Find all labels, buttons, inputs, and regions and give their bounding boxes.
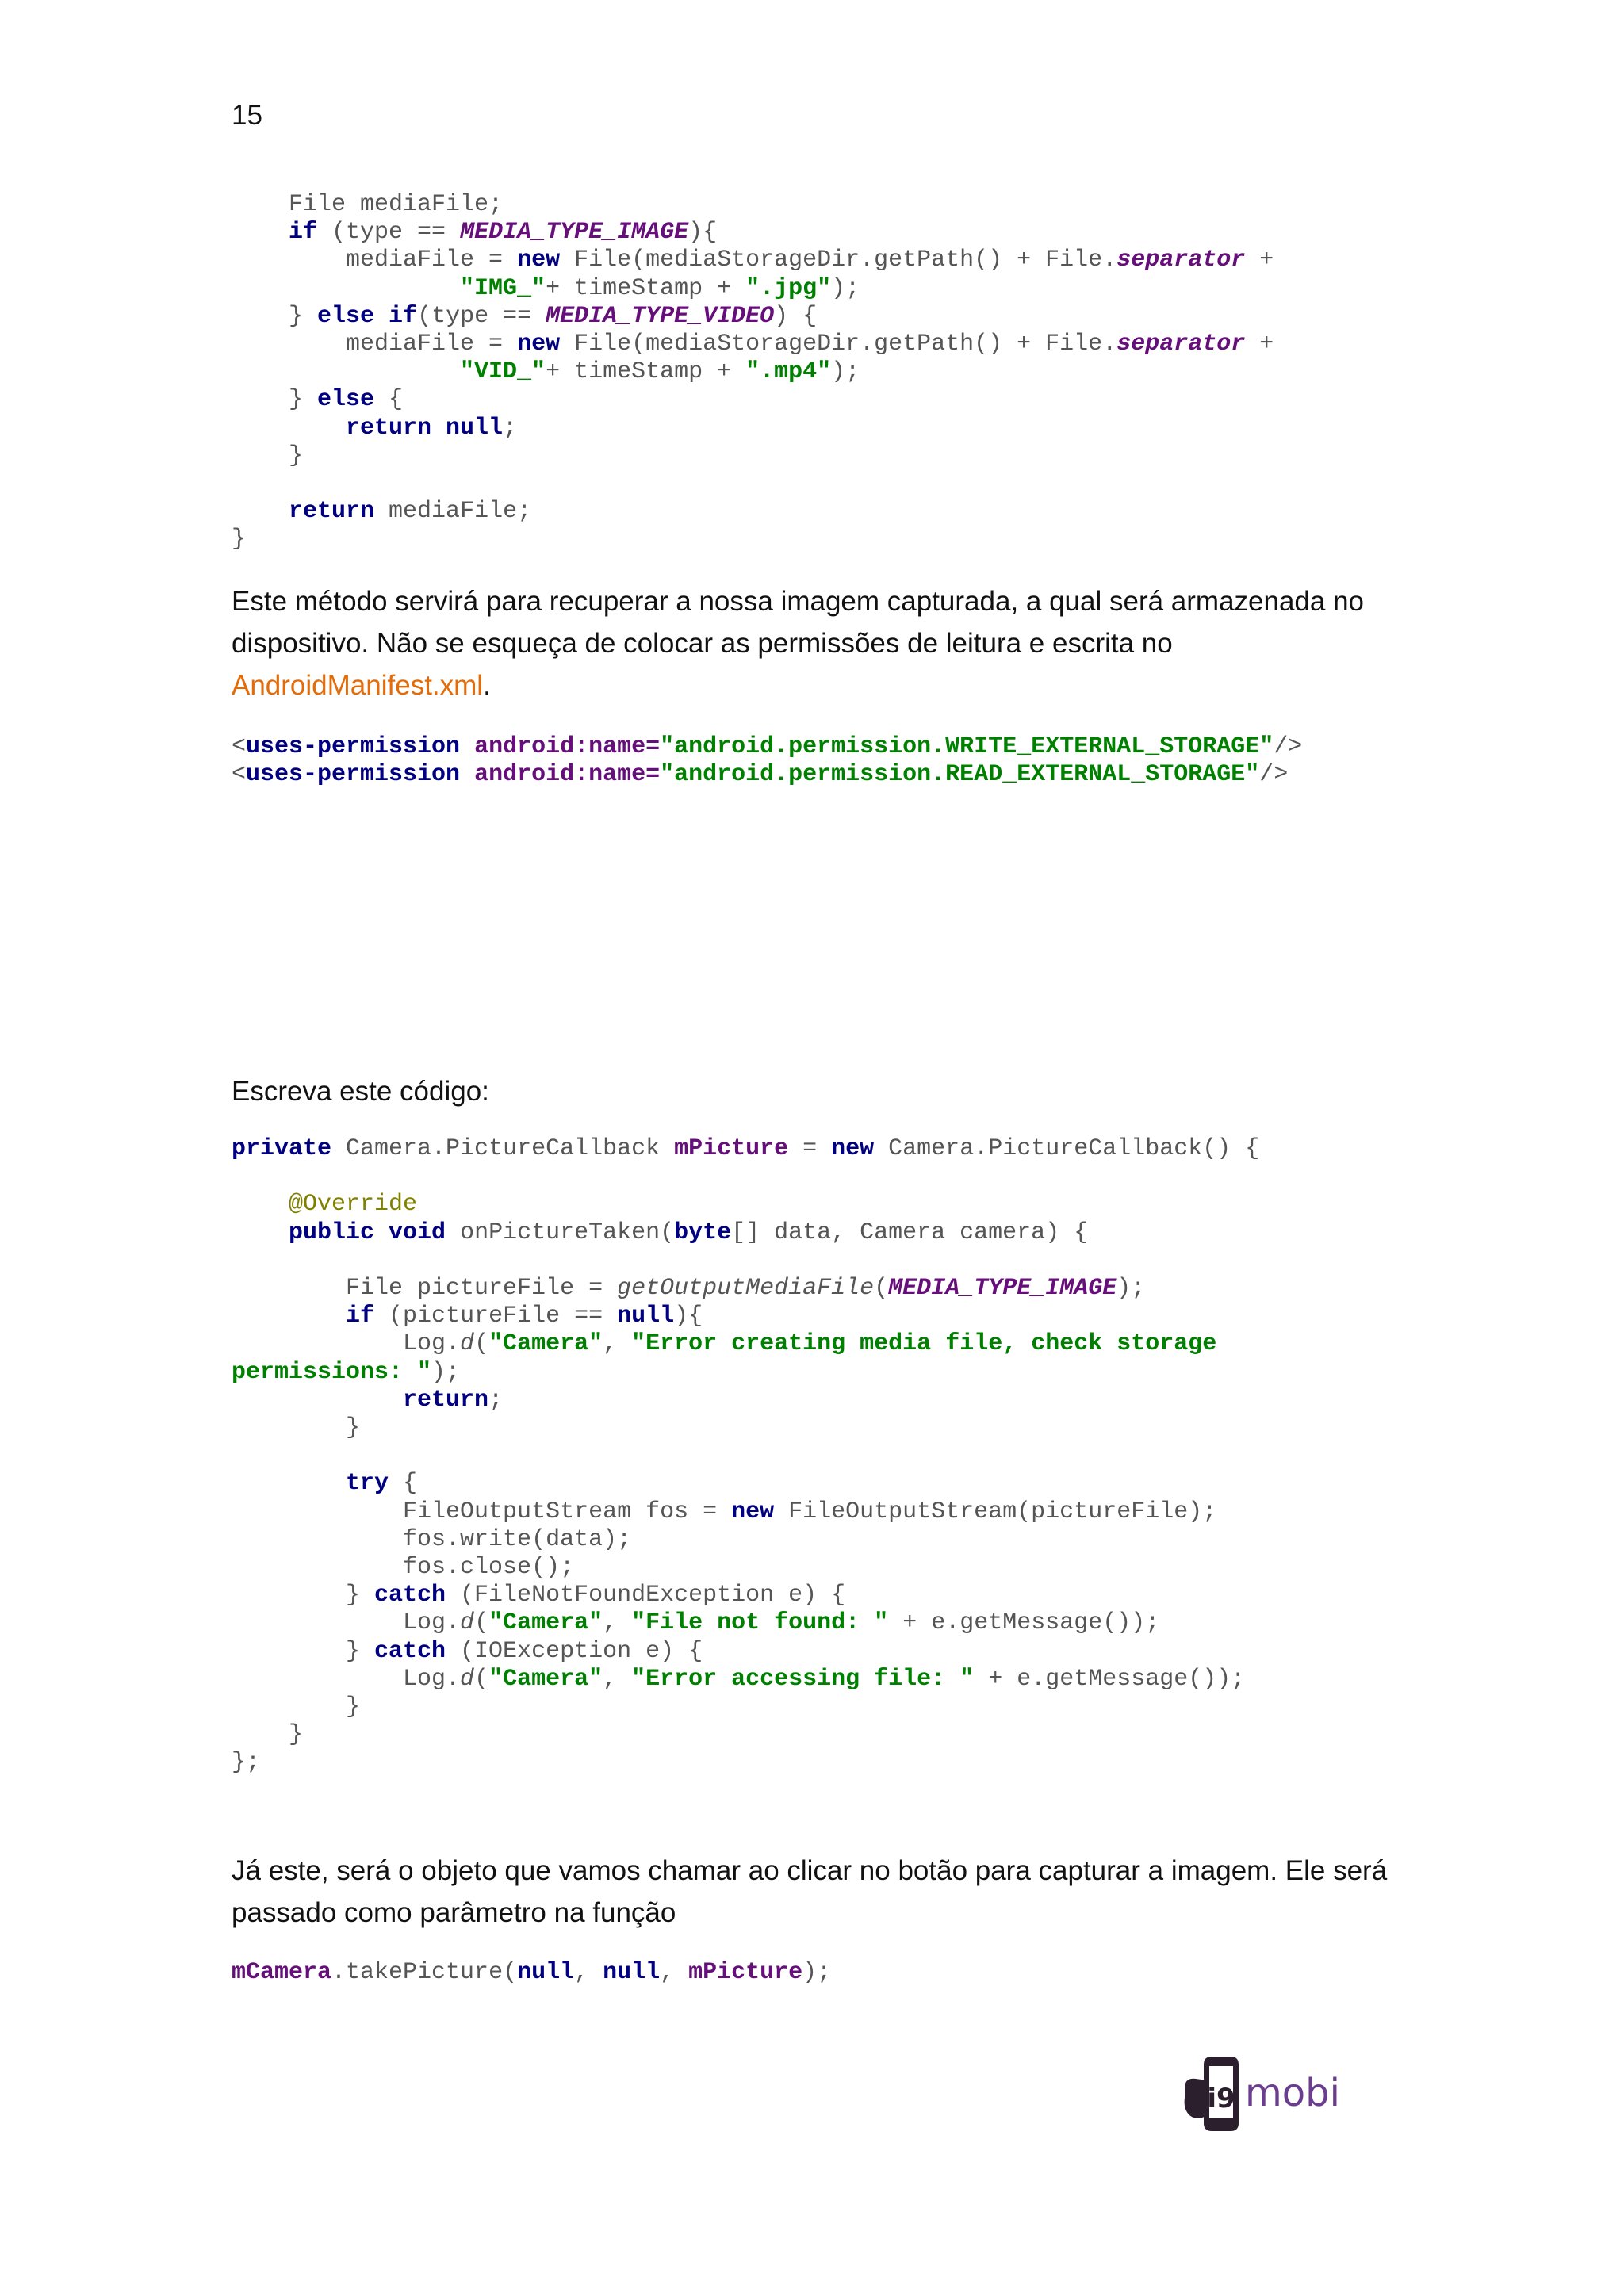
code-token: + <box>1245 247 1274 274</box>
code-block-permissions <box>232 733 1302 789</box>
code-line <box>232 1303 703 1330</box>
code-line <box>232 415 517 442</box>
code-token: public void <box>289 1219 446 1246</box>
code-token <box>232 498 289 525</box>
code-token: "Error accessing file: " <box>631 1665 975 1693</box>
code-line <box>232 1609 1159 1636</box>
code-token: ( <box>474 1330 489 1358</box>
code-token: Log. <box>232 1609 461 1637</box>
code-token: null <box>603 1959 661 1986</box>
code-token: , <box>603 1609 632 1637</box>
code-token: "Error creating media file, check storage <box>631 1330 1217 1358</box>
code-line <box>232 1721 303 1748</box>
code-token: fos.write(data); <box>232 1525 632 1553</box>
code-token: else if <box>317 302 418 330</box>
code-token <box>232 1470 346 1497</box>
code-line <box>232 275 860 302</box>
code-token: uses-permission <box>246 761 461 789</box>
code-token: catch <box>374 1582 446 1609</box>
code-line <box>232 526 246 553</box>
code-token: fos.close(); <box>232 1554 575 1582</box>
code-token: if <box>346 1303 375 1330</box>
code-token: ( <box>474 1609 489 1637</box>
paragraph-write-code: Escreva este código: <box>232 1076 489 1107</box>
paragraph-text: Este método servirá para recuperar a nossa imagem capturada, a qual será armazenada no dispositivo. Não se esqueça de colocar as permissões de leitura e escrita no <box>232 586 1365 659</box>
code-token: onPictureTaken( <box>446 1219 675 1246</box>
code-token: Log. <box>232 1665 461 1693</box>
code-token: Log. <box>232 1330 461 1358</box>
code-token: separator <box>1116 247 1246 274</box>
android-manifest-link[interactable]: AndroidManifest.xml <box>232 670 484 701</box>
code-token: } <box>232 1721 304 1749</box>
code-line <box>232 247 1274 274</box>
code-line <box>232 1470 417 1497</box>
code-token: ){ <box>688 219 718 247</box>
code-token: ) { <box>774 302 818 330</box>
code-token: ( <box>874 1275 889 1303</box>
code-token: "VID_" <box>460 358 546 386</box>
code-line <box>232 733 1302 760</box>
code-token: android:name= <box>474 761 661 789</box>
code-token: (FileNotFoundException e) { <box>446 1582 846 1609</box>
code-token: "Camera" <box>488 1330 603 1358</box>
code-line <box>232 1387 503 1414</box>
code-token: + timeStamp + <box>546 358 746 386</box>
code-line <box>232 1498 1216 1525</box>
code-line <box>232 761 1288 788</box>
code-block-take-picture <box>232 1959 831 1987</box>
code-token: MEDIA_TYPE_IMAGE <box>888 1275 1117 1303</box>
svg-text:i9: i9 <box>1207 2083 1235 2114</box>
code-token: "Camera" <box>488 1609 603 1637</box>
code-token: byte <box>674 1219 732 1246</box>
code-line <box>232 1219 1088 1246</box>
code-token: /> <box>1259 761 1289 789</box>
code-block-picture-callback <box>232 1135 1259 1777</box>
code-token: return null <box>346 414 504 442</box>
code-token <box>232 1191 289 1218</box>
code-token: (type == <box>317 219 461 247</box>
code-token: ; <box>488 1386 504 1414</box>
phone-hand-icon <box>1185 2057 1239 2131</box>
code-line <box>232 1582 845 1609</box>
code-token: ); <box>831 274 860 302</box>
code-token: FileOutputStream(pictureFile); <box>774 1498 1217 1525</box>
code-line <box>232 498 531 525</box>
code-token: Camera.PictureCallback <box>331 1135 675 1162</box>
code-token <box>232 1387 403 1414</box>
code-token: null <box>617 1303 675 1330</box>
code-token: "Camera" <box>488 1665 603 1693</box>
code-token: return <box>289 498 375 526</box>
code-token: ); <box>802 1959 832 1986</box>
code-token: { <box>374 386 404 414</box>
code-token: mediaFile = <box>232 247 518 274</box>
code-token: mPicture <box>688 1959 803 1986</box>
code-line <box>232 1638 703 1665</box>
code-token <box>460 761 474 788</box>
code-line <box>232 303 817 330</box>
code-token: Camera.PictureCallback() { <box>874 1135 1260 1162</box>
code-token: ){ <box>674 1303 703 1330</box>
code-token: (type == <box>417 302 546 330</box>
code-token: File mediaFile; <box>232 191 504 218</box>
code-line <box>232 1135 1259 1162</box>
logo-wordmark: mobi <box>1245 2071 1340 2115</box>
code-token: , <box>660 1959 689 1986</box>
code-line <box>232 1191 417 1218</box>
code-token: ( <box>474 1665 489 1693</box>
code-line <box>232 1693 360 1720</box>
code-line <box>232 1959 831 1986</box>
code-token: new <box>517 247 561 274</box>
code-token: File pictureFile = <box>232 1275 618 1303</box>
code-token: .takePicture( <box>331 1959 518 1986</box>
code-token: d <box>460 1609 475 1637</box>
code-token: new <box>831 1135 875 1162</box>
code-token: new <box>731 1498 775 1525</box>
code-token <box>232 1303 346 1330</box>
code-token: mPicture <box>674 1135 789 1162</box>
code-token: "android.permission.WRITE_EXTERNAL_STORAGE" <box>660 733 1274 760</box>
code-line <box>232 1330 1216 1357</box>
code-token: mediaFile = <box>232 331 518 358</box>
code-token: } <box>232 1637 375 1665</box>
code-token: = <box>788 1135 832 1162</box>
code-token: @Override <box>289 1191 418 1219</box>
code-token: d <box>460 1330 475 1358</box>
code-token: } <box>232 526 247 553</box>
code-line <box>232 1275 1145 1302</box>
paragraph-method-description <box>232 580 1389 706</box>
code-token: /> <box>1274 733 1303 760</box>
code-token: MEDIA_TYPE_VIDEO <box>546 302 775 330</box>
code-token: mediaFile; <box>374 498 532 526</box>
code-token: } <box>232 1582 375 1609</box>
code-token: new <box>517 331 561 358</box>
code-token <box>232 1219 289 1246</box>
code-token: ); <box>831 358 860 386</box>
code-token: (IOException e) { <box>446 1637 703 1665</box>
code-line <box>232 1359 460 1386</box>
code-token: + e.getMessage()); <box>888 1609 1160 1637</box>
code-token: }; <box>232 1749 261 1777</box>
code-token: try <box>346 1470 389 1498</box>
code-token: catch <box>374 1637 446 1665</box>
code-token: FileOutputStream fos = <box>232 1498 732 1525</box>
code-token: File(mediaStorageDir.getPath() + File. <box>560 247 1117 274</box>
code-token <box>232 219 289 246</box>
code-token: ".mp4" <box>745 358 832 386</box>
code-token <box>232 358 460 385</box>
code-token: + <box>1245 331 1274 358</box>
code-token: "android.permission.READ_EXTERNAL_STORAGE" <box>660 761 1260 789</box>
code-token <box>232 275 460 302</box>
code-line <box>232 386 403 413</box>
code-token: uses-permission <box>246 733 461 760</box>
code-token: ); <box>1116 1275 1146 1303</box>
code-token: + timeStamp + <box>546 274 746 302</box>
code-line <box>232 191 503 218</box>
code-token: MEDIA_TYPE_IMAGE <box>460 219 689 247</box>
code-token: } <box>232 1414 361 1442</box>
code-token: < <box>232 733 247 760</box>
paragraph-end: . <box>483 670 491 701</box>
code-token: } <box>232 302 318 330</box>
code-token: ".jpg" <box>745 274 832 302</box>
code-token: else <box>317 386 375 414</box>
code-line <box>232 358 860 385</box>
code-line <box>232 219 717 246</box>
code-token: separator <box>1116 331 1246 358</box>
code-token: private <box>232 1135 332 1162</box>
code-token: { <box>389 1470 418 1498</box>
code-token: getOutputMediaFile <box>617 1275 875 1303</box>
code-token: mCamera <box>232 1959 332 1986</box>
code-token: , <box>574 1959 603 1986</box>
code-token: if <box>289 219 318 247</box>
code-token: android:name= <box>474 733 661 760</box>
i9mobi-logo <box>1180 2053 1370 2134</box>
code-token <box>460 733 474 760</box>
code-token: } <box>232 442 304 469</box>
code-line <box>232 1526 631 1553</box>
code-line <box>232 1749 260 1776</box>
code-token: (pictureFile == <box>374 1303 618 1330</box>
code-token: ); <box>431 1358 461 1386</box>
code-token: "File not found: " <box>631 1609 889 1637</box>
code-line <box>232 331 1274 358</box>
code-token: File(mediaStorageDir.getPath() + File. <box>560 331 1117 358</box>
code-token: + e.getMessage()); <box>974 1665 1246 1693</box>
paragraph-capture-object: Já este, será o objeto que vamos chamar ao clicar no botão para capturar a imagem. Ele será passado como parâmetro na função <box>232 1855 1388 1928</box>
code-token: < <box>232 761 247 789</box>
code-token <box>232 415 346 442</box>
code-token: [] data, Camera camera) { <box>731 1219 1089 1246</box>
page-number: 15 <box>232 100 262 131</box>
code-block-output-media-file <box>232 191 1274 554</box>
code-token: , <box>603 1665 632 1693</box>
code-line <box>232 1666 1245 1693</box>
code-token: permissions: " <box>232 1358 432 1386</box>
code-line <box>232 442 303 469</box>
code-line <box>232 1414 360 1441</box>
code-token: "IMG_" <box>460 274 546 302</box>
code-line <box>232 1554 574 1581</box>
code-token: null <box>517 1959 575 1986</box>
code-token: return <box>403 1386 489 1414</box>
code-token: d <box>460 1665 475 1693</box>
code-token: , <box>603 1330 632 1358</box>
code-token: } <box>232 386 318 414</box>
code-token: } <box>232 1693 361 1721</box>
code-token: ; <box>503 414 518 442</box>
